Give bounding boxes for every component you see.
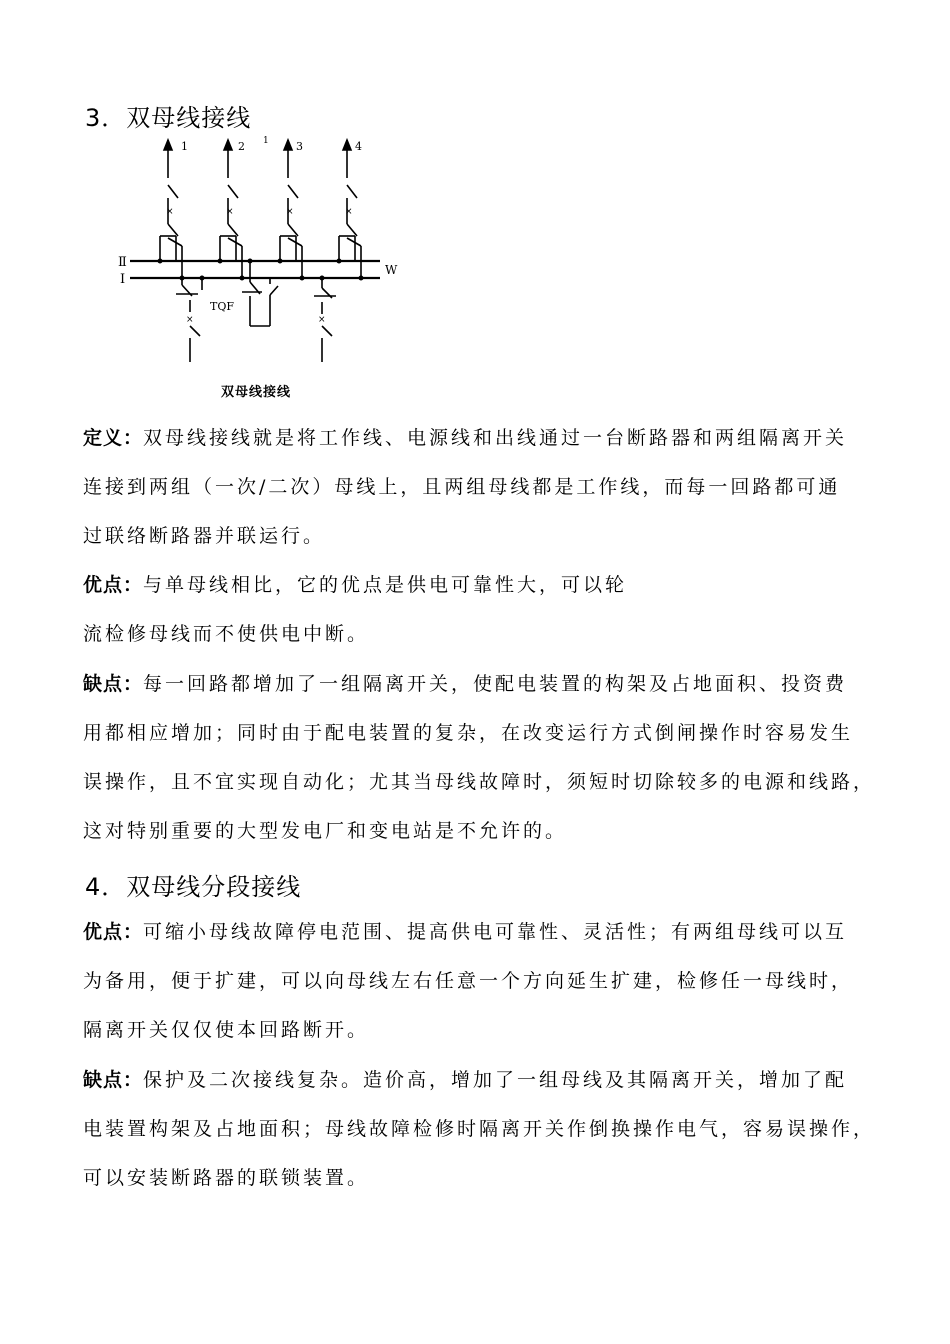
diagram-caption: 双母线接线 <box>221 385 292 400</box>
lower-feeder-left <box>176 278 202 362</box>
feeder-2 <box>220 140 245 278</box>
svg-text:×: × <box>286 207 294 217</box>
bus-label-I: Ⅰ <box>120 272 126 287</box>
svg-text:1: 1 <box>181 140 188 153</box>
section4-advantages-line: 隔离开关仅仅使本回路断开。 <box>83 1019 370 1041</box>
section4-advantages-line: 可缩小母线故障停电范围、提高供电可靠性、灵活性；有两组母线可以互 <box>143 921 848 943</box>
advantages-paragraph <box>83 561 883 659</box>
bus-tie-tqf <box>210 261 278 326</box>
definition-line: 连接到两组（一次/二次）母线上，且两组母线都是工作线，而每一回路都可通 <box>83 476 841 498</box>
lower-feeder-right <box>314 278 336 362</box>
w-label: W <box>385 263 398 277</box>
svg-text:TQF: TQF <box>210 300 234 313</box>
section4-advantages-label: 优点： <box>83 921 144 943</box>
svg-text:×: × <box>166 207 174 217</box>
disadvantages-line: 这对特别重要的大型发电厂和变电站是不允许的。 <box>83 820 568 842</box>
section4-heading: 4．双母线分段接线 <box>85 873 302 901</box>
disadvantages-line: 每一回路都增加了一组隔离开关，使配电装置的构架及占地面积、投资费 <box>143 673 848 695</box>
definition-label: 定义： <box>83 427 144 449</box>
disadvantages-line: 用都相应增加；同时由于配电装置的复杂，在改变运行方式倒闸操作时容易发生 <box>83 722 854 744</box>
stray-mark: 1 <box>263 136 269 146</box>
section4-disadvantages-line: 可以安装断路器的联锁装置。 <box>83 1167 370 1189</box>
section3-heading: 3．双母线接线 <box>85 104 252 132</box>
advantages-line: 与单母线相比，它的优点是供电可靠性大，可以轮 <box>143 574 628 596</box>
definition-line: 过联络断路器并联运行。 <box>83 525 326 547</box>
advantages-label: 优点： <box>83 574 144 596</box>
disadvantages-label: 缺点： <box>83 673 144 695</box>
svg-text:×: × <box>345 207 353 217</box>
section4-disadvantages-line: 电装置构架及占地面积；母线故障检修时隔离开关作倒换操作电气，容易误操作， <box>83 1118 876 1140</box>
section4-advantages-line: 为备用，便于扩建，可以向母线左右任意一个方向延生扩建，检修任一母线时， <box>83 970 854 992</box>
definition-paragraph <box>83 414 883 561</box>
section4-disadvantages-line: 保护及二次接线复杂。造价高，增加了一组母线及其隔离开关，增加了配 <box>143 1069 848 1091</box>
svg-text:×: × <box>186 315 194 325</box>
section4-disadvantages-label: 缺点： <box>83 1069 144 1091</box>
definition-line: 双母线接线就是将工作线、电源线和出线通过一台断路器和两组隔离开关 <box>143 427 848 449</box>
section4-advantages-paragraph <box>83 908 883 1055</box>
svg-text:2: 2 <box>238 140 245 153</box>
svg-text:×: × <box>226 207 234 217</box>
feeder-1 <box>160 140 188 278</box>
bus-label-II: Ⅱ <box>118 255 127 270</box>
feeder-4 <box>339 140 362 278</box>
disadvantages-paragraph <box>83 660 883 856</box>
svg-text:4: 4 <box>355 140 362 153</box>
advantages-line: 流检修母线而不使供电中断。 <box>83 623 370 645</box>
disadvantages-line: 误操作，且不宜实现自动化；尤其当母线故障时，须短时切除较多的电源和线路， <box>83 771 876 793</box>
section4-disadvantages-paragraph <box>83 1056 883 1203</box>
svg-text:3: 3 <box>296 140 303 153</box>
svg-text:×: × <box>318 315 326 325</box>
feeder-3 <box>280 140 303 278</box>
double-bus-diagram <box>110 130 410 378</box>
